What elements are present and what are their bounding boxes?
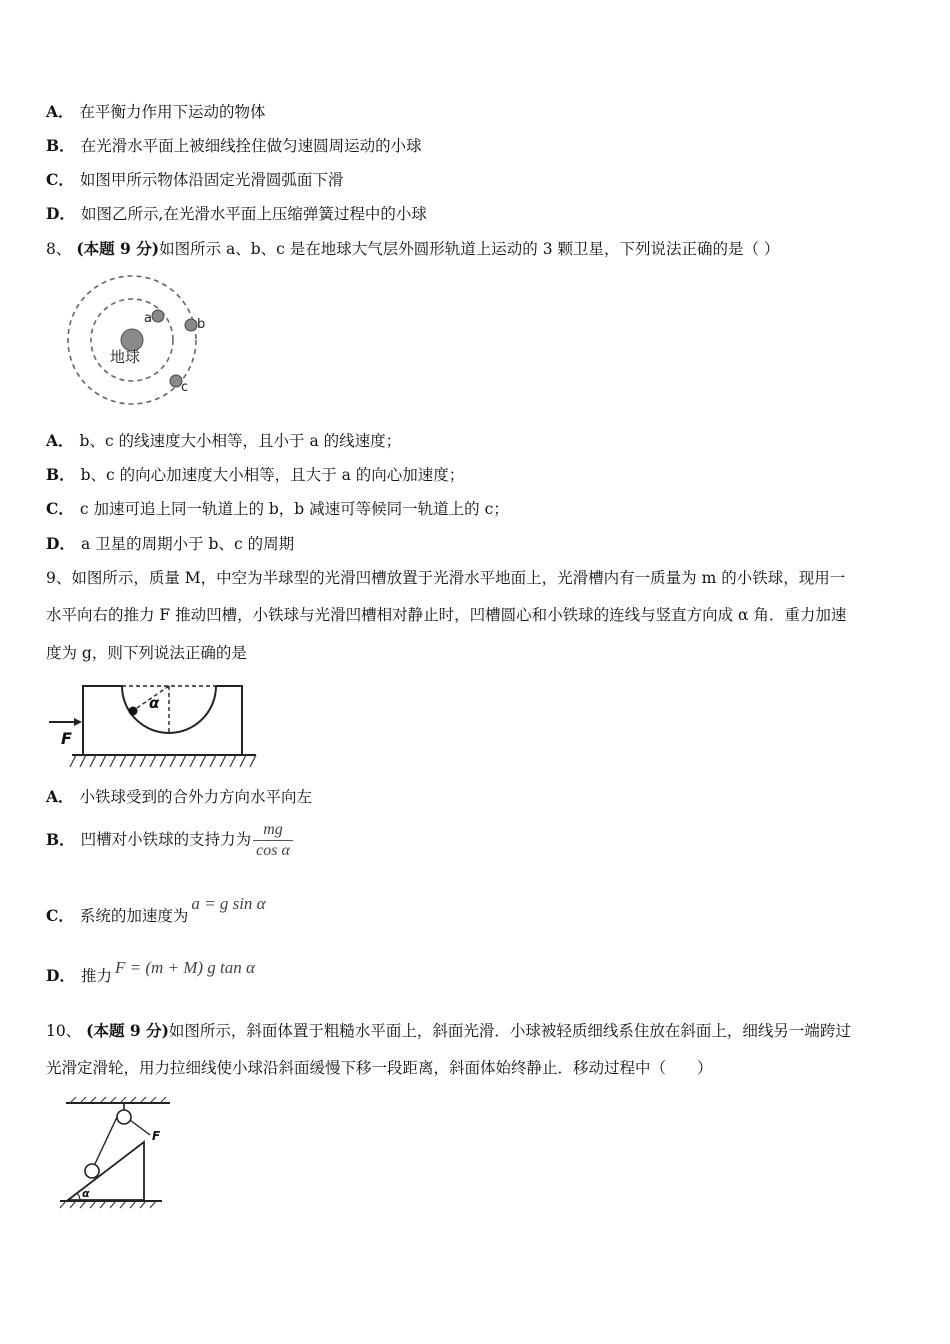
option-text: 小铁球受到的合外力方向水平向左 — [79, 788, 313, 806]
q10-incline-figure — [58, 1095, 178, 1210]
option-text: 如图甲所示物体沿固定光滑圆弧面下滑 — [79, 171, 344, 189]
force-label: F — [61, 729, 72, 748]
q9-option-a — [46, 786, 312, 808]
fraction-numerator: mg — [253, 820, 293, 841]
angle-label: α — [149, 694, 160, 712]
q7-option-d — [46, 203, 427, 225]
q9-groove-figure — [46, 678, 261, 776]
rope-to-ball — [94, 1117, 117, 1166]
label-b: b — [197, 317, 206, 332]
ball — [85, 1164, 99, 1178]
q9-stem-line2: 水平向右的推力 F 推动凹槽，小铁球与光滑凹槽相对静止时，凹槽圆心和小铁球的连线与竖直方向成 α 角．重力加速 — [46, 606, 847, 624]
q8-stem — [46, 238, 779, 260]
q8-number: 8、 — [46, 240, 72, 258]
q10-stem-line2: 光滑定滑轮，用力拉细线使小球沿斜面缓慢下移一段距离，斜面体始终静止．移动过程中（ ） — [46, 1059, 713, 1077]
acceleration-formula: a = g sin α — [191, 894, 266, 913]
option-text: 在平衡力作用下运动的物体 — [79, 103, 266, 121]
pull-force-label: F — [152, 1129, 161, 1143]
option-label: D． — [46, 534, 75, 553]
option-text: c 加速可追上同一轨道上的 b，b 减速可等候同一轨道上的 c； — [79, 500, 509, 518]
q9-option-d — [46, 958, 255, 988]
label-c: c — [181, 380, 189, 395]
option-label: A． — [46, 431, 74, 450]
q7-option-c — [46, 169, 343, 191]
option-label: C． — [46, 499, 74, 518]
q7-option-b — [46, 135, 422, 157]
q8-option-c — [46, 498, 509, 520]
q8-option-b — [46, 464, 464, 486]
rope-pull — [130, 1120, 150, 1135]
q9-stem-line1: 9、如图所示，质量 M，中空为半球型的光滑凹槽放置于光滑水平地面上，光滑槽内有一质量为 m 的小铁球，现用一 — [46, 569, 846, 587]
option-text: a 卫星的周期小于 b、c 的周期 — [80, 535, 295, 553]
q8-option-a — [46, 430, 401, 452]
angle-arc — [77, 1193, 80, 1200]
option-label: A． — [46, 102, 74, 121]
q9-option-b — [46, 820, 293, 861]
floor-hatch — [60, 1201, 156, 1208]
q8-option-d — [46, 533, 294, 555]
option-label: B． — [46, 829, 75, 849]
q9-option-c — [46, 894, 266, 928]
option-label: A． — [46, 787, 74, 806]
option-label: D． — [46, 204, 75, 223]
q8-text: 如图所示 a、b、c 是在地球大气层外圆形轨道上运动的 3 颗卫星，下列说法正确的是（ ） — [159, 240, 780, 258]
q7-option-a — [46, 101, 266, 123]
force-arrowhead — [74, 718, 82, 726]
option-label: B． — [46, 136, 75, 155]
label-a: a — [144, 311, 152, 326]
support-force-fraction — [253, 820, 293, 861]
option-label: C． — [46, 170, 74, 189]
force-formula: F = (m + M) g tan α — [114, 958, 255, 977]
satellite-a — [152, 310, 164, 322]
q10-text-1: 如图所示，斜面体置于粗糙水平面上，斜面光滑．小球被轻质细线系住放在斜面上，细线另一端跨过 — [168, 1022, 851, 1040]
q10-score: (本题 9 分) — [86, 1021, 169, 1040]
satellite-b — [185, 319, 197, 331]
option-text: 如图乙所示,在光滑水平面上压缩弹簧过程中的小球 — [80, 205, 427, 223]
q8-orbit-figure — [60, 272, 220, 412]
incline-angle-label: α — [82, 1187, 90, 1200]
option-text: b、c 的线速度大小相等，且小于 a 的线速度； — [79, 432, 402, 450]
pulley — [117, 1110, 131, 1124]
option-text: 凹槽对小铁球的支持力为 — [80, 830, 252, 849]
option-text: 在光滑水平面上被细线拴住做匀速圆周运动的小球 — [80, 137, 422, 155]
earth-label: 地球 — [110, 348, 141, 366]
option-text: 推力 — [80, 967, 112, 985]
q9-stem-line3: 度为 g，则下列说法正确的是 — [46, 644, 247, 662]
option-text: 系统的加速度为 — [79, 907, 189, 925]
iron-ball — [129, 707, 138, 716]
q10-number: 10、 — [46, 1022, 82, 1040]
option-label: B． — [46, 465, 75, 484]
option-text: b、c 的向心加速度大小相等，且大于 a 的向心加速度； — [80, 466, 465, 484]
ground-hatch — [70, 755, 256, 767]
incline-body — [68, 1142, 144, 1200]
q10-stem-line1 — [46, 1020, 851, 1042]
fraction-denominator: cos α — [256, 842, 290, 859]
option-label: D． — [46, 966, 75, 985]
option-label: C． — [46, 906, 74, 925]
q8-score: (本题 9 分) — [76, 239, 160, 258]
groove-block — [83, 686, 242, 755]
